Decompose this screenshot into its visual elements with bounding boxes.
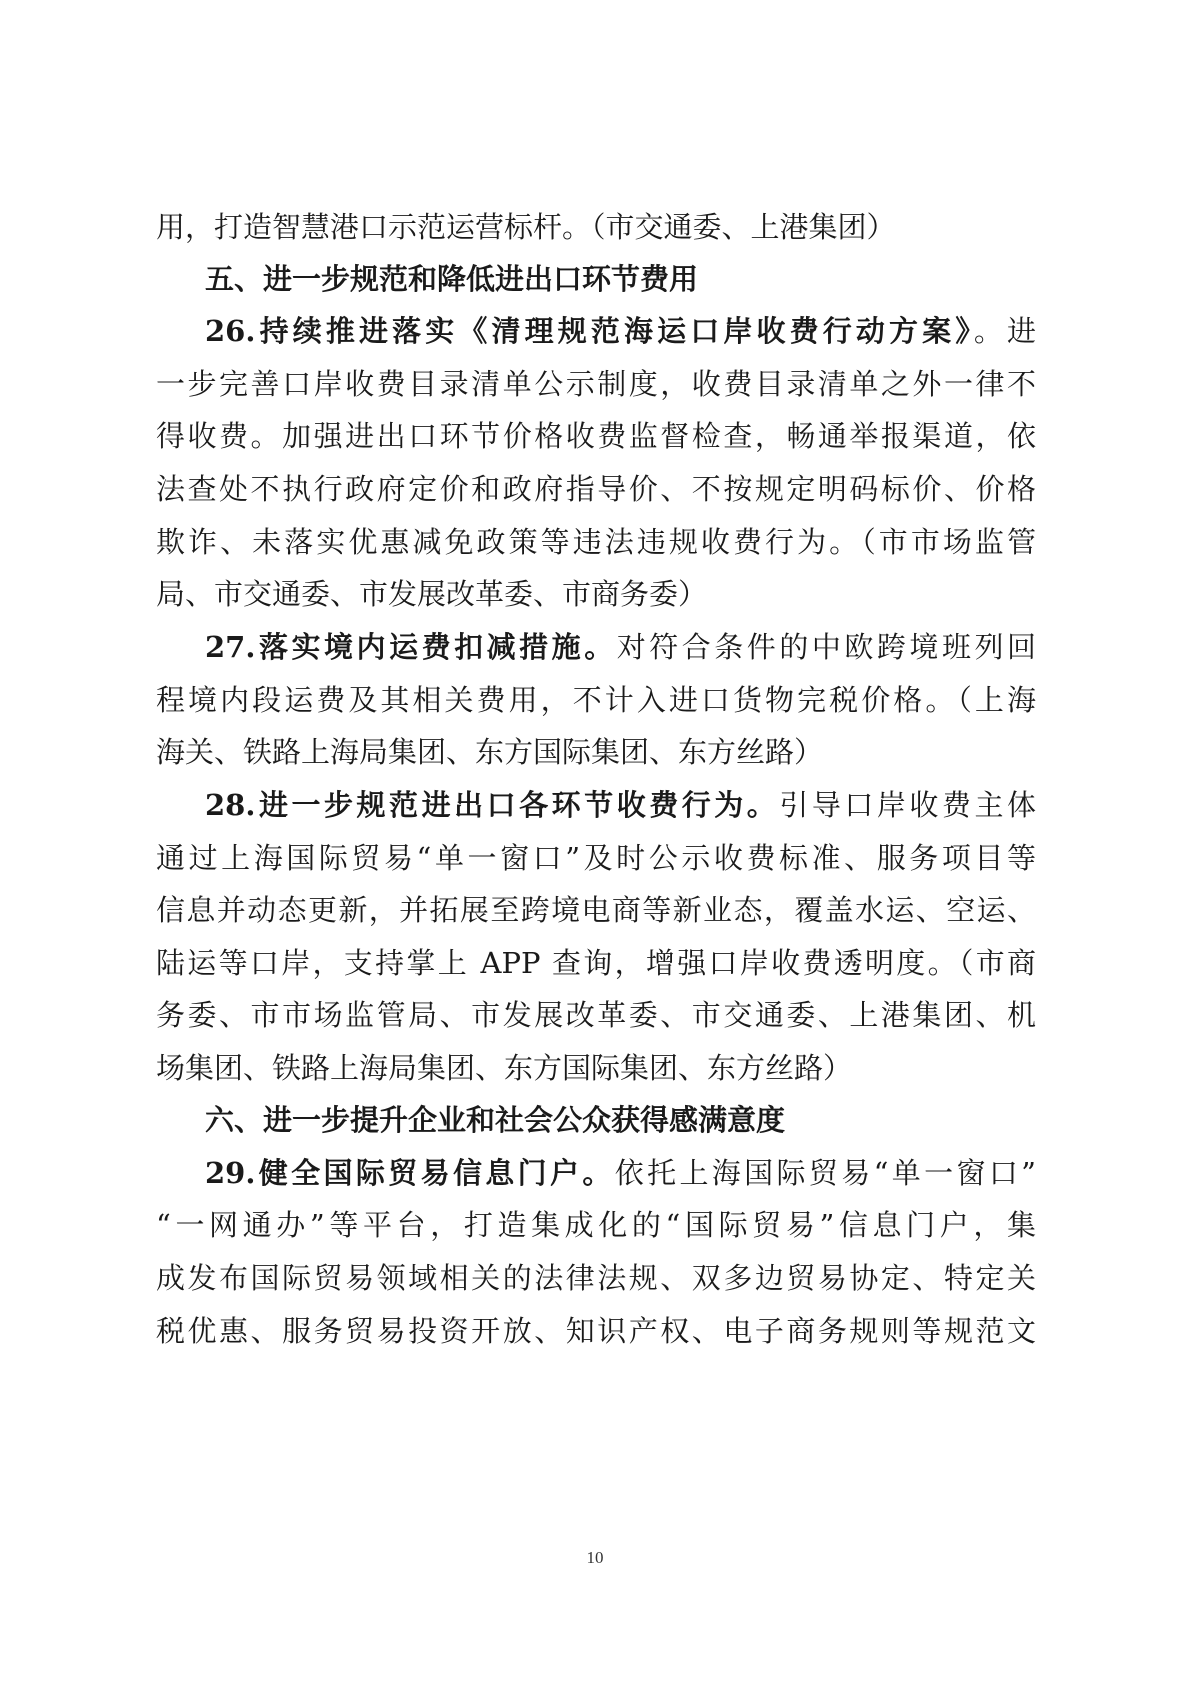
paragraph-line: 通过上海国际贸易“单一窗口”及时公示收费标准、服务项目等 — [156, 841, 1036, 875]
paragraph-line — [205, 1156, 1037, 1190]
item-text: 。进 — [973, 314, 1036, 348]
item-text: 对符合条件的中欧跨境班列回 — [616, 630, 1036, 664]
paragraph-line: 用，打造智慧港口示范运营标杆。（市交通委、上港集团） — [156, 210, 896, 244]
item-title: 28.进一步规范进出口各环节收费行为。 — [205, 788, 780, 822]
paragraph-line: 场集团、铁路上海局集团、东方国际集团、东方丝路） — [156, 1051, 853, 1085]
paragraph-line: 一步完善口岸收费目录清单公示制度，收费目录清单之外一律不 — [156, 367, 1036, 401]
section-heading: 五、进一步规范和降低进出口环节费用 — [205, 262, 699, 296]
section-heading: 六、进一步提升企业和社会公众获得感满意度 — [205, 1103, 786, 1137]
paragraph-line: 信息并动态更新，并拓展至跨境电商等新业态，覆盖水运、空运、 — [156, 893, 1036, 927]
paragraph-line: 得收费。加强进出口环节价格收费监督检查，畅通举报渠道，依 — [156, 419, 1036, 453]
paragraph-line — [205, 788, 1036, 822]
paragraph-line — [205, 630, 1036, 664]
paragraph-line: 成发布国际贸易领域相关的法律法规、双多边贸易协定、特定关 — [156, 1261, 1036, 1295]
paragraph-line — [205, 314, 1036, 348]
item-title: 29.健全国际贸易信息门户。 — [205, 1156, 615, 1190]
paragraph-line: 法查处不执行政府定价和政府指导价、不按规定明码标价、价格 — [156, 472, 1036, 506]
paragraph-line: 务委、市市场监管局、市发展改革委、市交通委、上港集团、机 — [156, 998, 1036, 1032]
item-text: 引导口岸收费主体 — [779, 788, 1036, 822]
page-number: 10 — [586, 1548, 604, 1567]
paragraph-line: 程境内段运费及其相关费用，不计入进口货物完税价格。（上海 — [156, 683, 1036, 717]
paragraph-line: 局、市交通委、市发展改革委、市商务委） — [156, 577, 708, 611]
paragraph-line: 陆运等口岸，支持掌上 APP 查询，增强口岸收费透明度。（市商 — [156, 946, 1036, 980]
item-title: 27.落实境内运费扣减措施。 — [205, 630, 617, 664]
paragraph-line: 欺诈、未落实优惠减免政策等违法违规收费行为。（市市场监管 — [156, 525, 1036, 559]
item-title: 26.持续推进落实《清理规范海运口岸收费行动方案》 — [205, 314, 974, 348]
paragraph-line: “一网通办”等平台，打造集成化的“国际贸易”信息门户，集 — [156, 1208, 1036, 1242]
item-text: 依托上海国际贸易“单一窗口” — [614, 1156, 1037, 1190]
paragraph-line: 海关、铁路上海局集团、东方国际集团、东方丝路） — [156, 735, 824, 769]
paragraph-line: 税优惠、服务贸易投资开放、知识产权、电子商务规则等规范文 — [156, 1314, 1036, 1348]
